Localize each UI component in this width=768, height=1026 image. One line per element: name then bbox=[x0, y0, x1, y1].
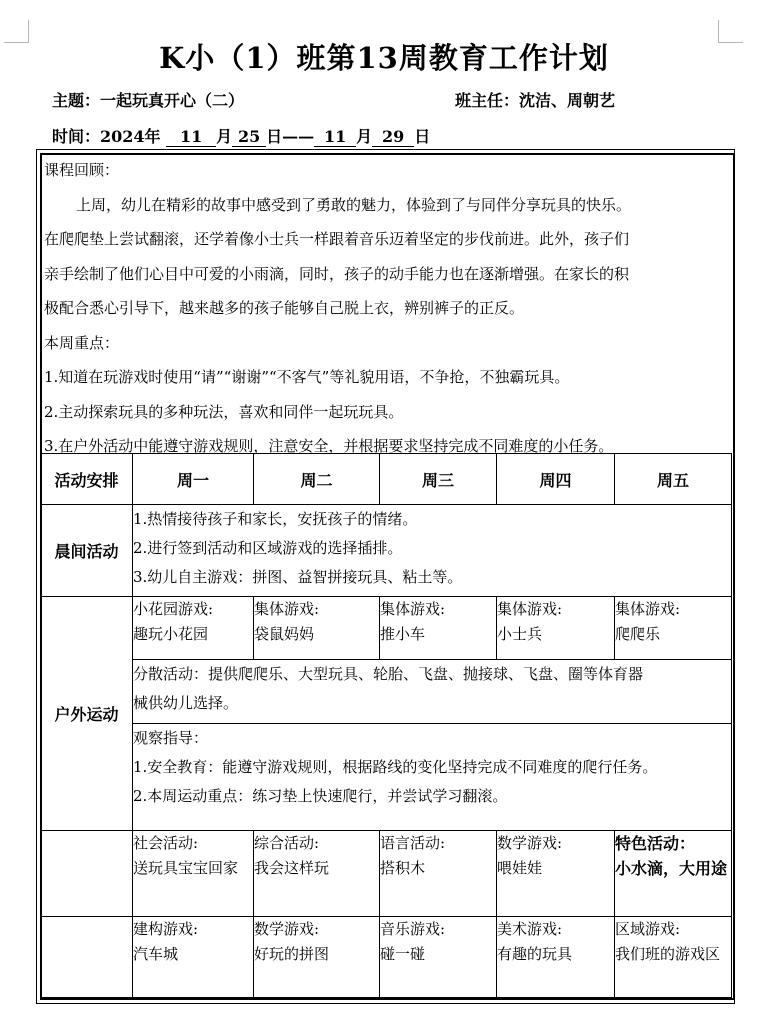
focus-item: 1.知道在玩游戏时使用“请”“谢谢”“不客气”等礼貌用语，不争抢，不独霸玩具。 bbox=[44, 368, 570, 386]
morning-label: 晨间活动 bbox=[41, 505, 133, 597]
activity-type: 综合活动: bbox=[254, 834, 320, 852]
scatter-activity bbox=[133, 660, 732, 724]
outdoor-games-row bbox=[41, 597, 732, 660]
morning-item: 1.热情接待孩子和家长，安抚孩子的情绪。 bbox=[133, 510, 418, 528]
course-review bbox=[44, 158, 732, 469]
focus-item: 2.主动探索玩具的多种玩法，喜欢和同伴一起玩玩具。 bbox=[44, 402, 404, 421]
game-type: 集体游戏: bbox=[254, 600, 320, 618]
activity-cell bbox=[254, 917, 380, 998]
time-label: 时间： bbox=[52, 127, 101, 146]
game-name: 趣玩小花园 bbox=[133, 625, 209, 643]
theme-label: 主题： bbox=[52, 91, 101, 110]
game-cell bbox=[254, 597, 380, 660]
morning-row bbox=[41, 505, 732, 597]
activity-type: 数学游戏: bbox=[497, 834, 563, 852]
activity-cell bbox=[380, 831, 497, 917]
activity-cell bbox=[254, 831, 380, 917]
activity-name: 我们班的游戏区 bbox=[615, 945, 721, 963]
morning-content bbox=[133, 505, 732, 597]
activity-name: 小水滴，大用途 bbox=[615, 859, 728, 878]
activity-type: 音乐游戏: bbox=[380, 920, 446, 938]
header-cell: 周四 bbox=[497, 454, 615, 505]
activity-name: 有趣的玩具 bbox=[497, 945, 573, 963]
time-end-month: 11 bbox=[314, 128, 356, 147]
time-day-end: 日 bbox=[414, 127, 431, 146]
time-start-month: 11 bbox=[166, 128, 216, 147]
header-cell: 周二 bbox=[254, 454, 380, 505]
review-line: 在爬爬垫上尝试翻滚，还学着像小士兵一样跟着音乐迈着坚定的步伐前进。此外，孩子们 bbox=[44, 230, 630, 248]
activity-cell bbox=[497, 831, 615, 917]
review-line: 上周，幼儿在精彩的故事中感受到了勇敢的魅力，体验到了与同伴分享玩具的快乐。 bbox=[76, 195, 632, 214]
focus-item: 3.在户外活动中能遵守游戏规则，注意安全，并根据要求坚持完成不同难度的小任务。 bbox=[44, 437, 614, 455]
activity-name: 好玩的拼图 bbox=[254, 945, 330, 963]
time-line bbox=[52, 124, 430, 147]
table-header-row bbox=[41, 454, 732, 505]
review-heading: 课程回顾： bbox=[44, 161, 120, 179]
review-line: 亲手绘制了他们心目中可爱的小雨滴，同时，孩子的动手能力也在逐渐增强。在家长的积 bbox=[44, 264, 630, 283]
empty-label-cell bbox=[41, 917, 133, 998]
teacher-label: 班主任： bbox=[455, 91, 520, 110]
activity-name: 我会这样玩 bbox=[254, 859, 330, 877]
game-name: 袋鼠妈妈 bbox=[254, 625, 315, 643]
time-year-unit: 年 bbox=[144, 127, 161, 146]
time-month-unit-2: 月 bbox=[356, 127, 373, 146]
observe-line: 观察指导： bbox=[133, 729, 209, 747]
activity-cell bbox=[380, 917, 497, 998]
game-type: 集体游戏: bbox=[615, 600, 681, 618]
activity-type: 美术游戏: bbox=[497, 920, 563, 938]
morning-item: 3.幼儿自主游戏：拼图、益智拼接玩具、粘土等。 bbox=[133, 568, 463, 586]
scatter-row bbox=[41, 660, 732, 724]
activity-cell bbox=[615, 917, 732, 998]
activity-name: 碰一碰 bbox=[380, 945, 426, 963]
game-name: 推小车 bbox=[380, 625, 426, 643]
theme-value: 一起玩真开心（二） bbox=[100, 91, 245, 110]
header-cell: 周一 bbox=[133, 454, 254, 505]
header-cell: 周三 bbox=[380, 454, 497, 505]
game-name: 爬爬乐 bbox=[615, 625, 661, 643]
scatter-line: 械供幼儿选择。 bbox=[133, 694, 239, 712]
focus-heading: 本周重点： bbox=[44, 333, 120, 352]
morning-item: 2.进行签到活动和区域游戏的选择插排。 bbox=[133, 539, 403, 557]
observe-line: 1.安全教育：能遵守游戏规则，根据路线的变化坚持完成不同难度的爬行任务。 bbox=[133, 758, 658, 776]
game-cell bbox=[380, 597, 497, 660]
time-year: 2024 bbox=[100, 127, 145, 146]
theme-line bbox=[52, 88, 244, 111]
activities-row-1 bbox=[41, 831, 732, 917]
activity-type: 社会活动: bbox=[133, 834, 199, 852]
activities-row-2 bbox=[41, 917, 732, 998]
teacher-line bbox=[455, 88, 615, 111]
observe-row bbox=[41, 724, 732, 831]
header-cell: 活动安排 bbox=[41, 454, 133, 505]
activity-name: 搭积木 bbox=[380, 859, 426, 877]
activity-cell bbox=[497, 917, 615, 998]
activity-table bbox=[40, 453, 732, 998]
time-month-unit: 月 bbox=[216, 127, 233, 146]
empty-label-cell bbox=[41, 831, 133, 917]
time-start-day: 25 bbox=[232, 128, 266, 147]
observe-line: 2.本周运动重点：练习垫上快速爬行，并尝试学习翻滚。 bbox=[133, 787, 508, 805]
time-end-day: 29 bbox=[372, 128, 414, 147]
activity-type: 区域游戏: bbox=[615, 920, 681, 938]
activity-type: 特色活动： bbox=[615, 834, 696, 853]
activity-name: 汽车城 bbox=[133, 945, 179, 963]
activity-name: 送玩具宝宝回家 bbox=[133, 859, 239, 877]
activity-type: 语言活动: bbox=[380, 834, 446, 852]
game-type: 集体游戏: bbox=[497, 600, 563, 618]
game-type: 小花园游戏: bbox=[133, 600, 214, 618]
header-cell: 周五 bbox=[615, 454, 732, 505]
feature-activity-cell bbox=[615, 831, 732, 917]
game-cell bbox=[133, 597, 254, 660]
activity-cell bbox=[133, 831, 254, 917]
observation-guidance bbox=[133, 724, 732, 831]
activity-type: 数学游戏: bbox=[254, 920, 320, 938]
game-cell bbox=[497, 597, 615, 660]
review-line: 极配合悉心引导下，越来越多的孩子能够自己脱上衣，辨别裤子的正反。 bbox=[44, 299, 525, 317]
time-separator: 日—— bbox=[266, 127, 315, 146]
game-name: 小士兵 bbox=[497, 625, 543, 643]
teacher-value: 沈洁、周朝艺 bbox=[519, 91, 616, 110]
game-type: 集体游戏: bbox=[380, 600, 446, 618]
game-cell bbox=[615, 597, 732, 660]
outdoor-label: 户外运动 bbox=[41, 597, 133, 831]
activity-type: 建构游戏: bbox=[133, 920, 199, 938]
activity-cell bbox=[133, 917, 254, 998]
page-title: K小（1）班第13周教育工作计划 bbox=[159, 41, 609, 75]
activity-name: 喂娃娃 bbox=[497, 859, 543, 877]
scatter-line: 分散活动：提供爬爬乐、大型玩具、轮胎、飞盘、抛接球、飞盘、圈等体育器 bbox=[133, 665, 644, 683]
